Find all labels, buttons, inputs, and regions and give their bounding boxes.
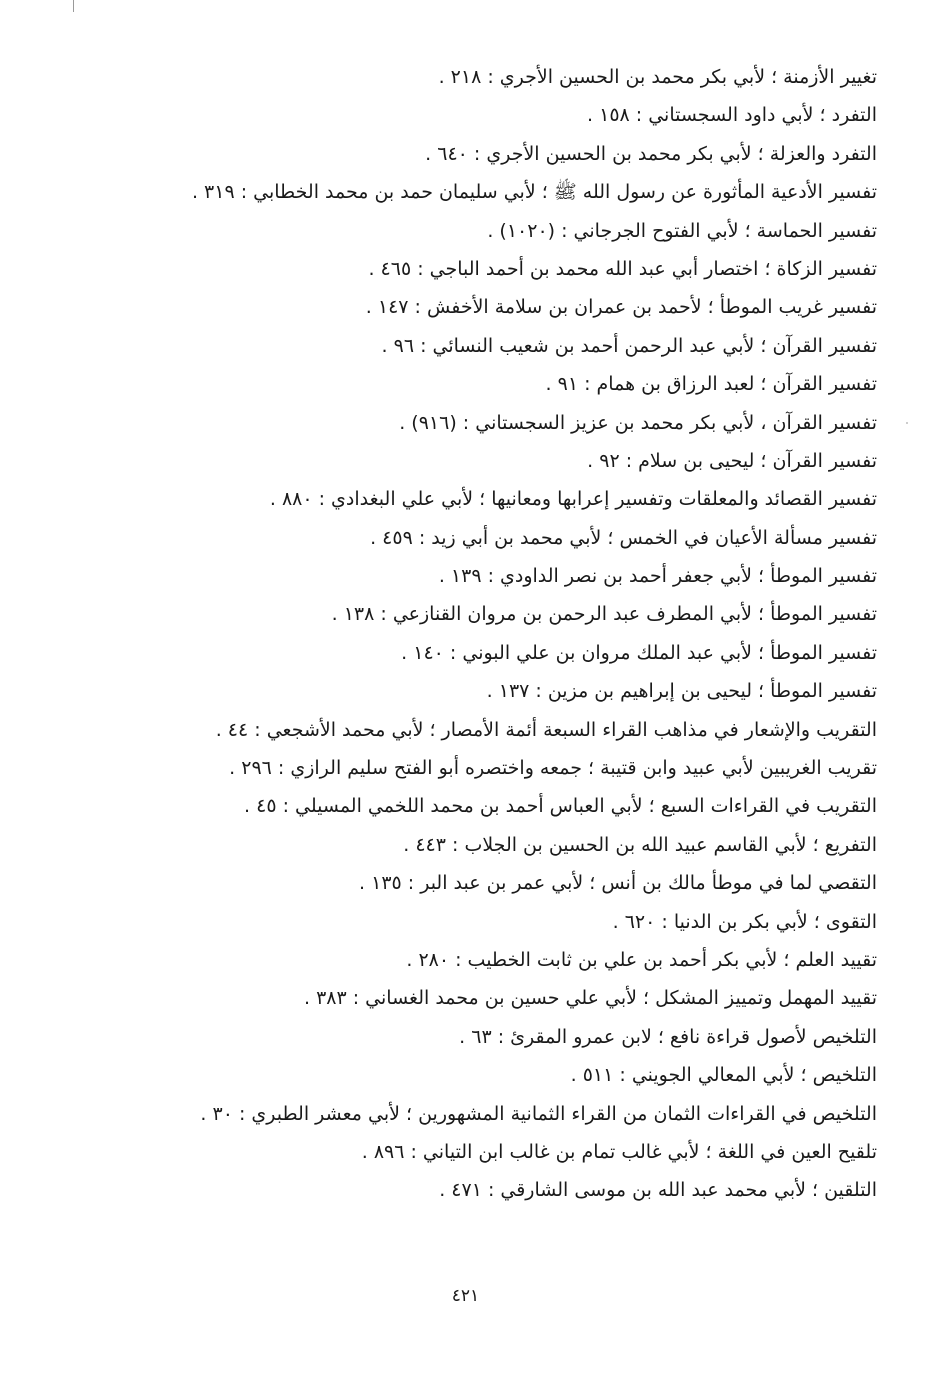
index-entry: التقوى ؛ لأبي بكر بن الدنيا : ٦٢٠ .: [612, 910, 877, 933]
index-entry: تفسير الموطأ ؛ لأبي المطرف عبد الرحمن بن مروان القنازعي : ١٣٨ .: [331, 603, 877, 626]
index-entry: تفسير مسألة الأعيان في الخمس ؛ لأبي محمد بن أبي زيد : ٤٥٩ .: [370, 526, 877, 549]
index-entries-list: [14, 58, 877, 1210]
index-entry: تفسير غريب الموطأ ؛ لأحمد بن عمران بن سلامة الأخفش : ١٤٧ .: [365, 296, 877, 319]
index-entry: التقريب في القراءات السبع ؛ لأبي العباس أحمد بن محمد اللخمي المسيلي : ٤٥ .: [244, 795, 877, 818]
index-entry: التلخيص لأصول قراءة نافع ؛ لابن عمرو المقرئ : ٦٣ .: [459, 1025, 877, 1048]
scan-speck: [906, 422, 908, 424]
index-entry: تلقيح العين في اللغة ؛ لأبي غالب تمام بن غالب ابن التياني : ٨٩٦ .: [361, 1140, 877, 1163]
page-number: ٤٢١: [451, 1286, 480, 1306]
index-entry: تفسير الزكاة ؛ اختصار أبي عبد الله محمد بن أحمد الباجي : ٤٦٥ .: [368, 257, 877, 280]
index-entry: تفسير القرآن ؛ لعبد الرزاق بن همام : ٩١ .: [545, 373, 877, 396]
index-entry: التفرد والعزلة ؛ لأبي بكر محمد بن الحسين الأجري : ٦٤٠ .: [425, 142, 877, 165]
index-entry: التفريع ؛ لأبي القاسم عبيد الله بن الحسين بن الجلاب : ٤٤٣ .: [403, 833, 877, 856]
index-entry: تفسير الموطأ ؛ لأبي جعفر أحمد بن نصر الداودي : ١٣٩ .: [438, 565, 877, 588]
index-entry: التقصي لما في موطأ مالك بن أنس ؛ لأبي عمر بن عبد البر : ١٣٥ .: [359, 872, 877, 895]
index-entry: تفسير الموطأ ؛ لأبي عبد الملك مروان بن علي البوني : ١٤٠ .: [401, 641, 877, 664]
index-entry: التقريب والإشعار في مذاهب القراء السبعة أئمة الأمصار ؛ لأبي محمد الأشجعي : ٤٤ .: [215, 718, 877, 741]
index-entry: تقييد المهمل وتمييز المشكل ؛ لأبي علي حسين بن محمد الغساني : ٣٨٣ .: [303, 987, 877, 1010]
index-entry: التفرد ؛ لأبي داود السجستاني : ١٥٨ .: [587, 104, 877, 127]
index-entry: التلخيص ؛ لأبي المعالي الجويني : ٥١١ .: [570, 1064, 877, 1087]
index-entry: تفسير الحماسة ؛ لأبي الفتوح الجرجاني : (١٠٢٠) .: [487, 219, 877, 242]
index-entry: تفسير القرآن ؛ ليحيى بن سلام : ٩٢ .: [587, 449, 877, 472]
index-entry: تفسير القرآن ؛ لأبي عبد الرحمن أحمد بن شعيب النسائي : ٩٦ .: [381, 334, 877, 357]
index-entry: تقييد العلم ؛ لأبي بكر أحمد بن علي بن ثابت الخطيب : ٢٨٠ .: [406, 948, 877, 971]
index-entry: تغيير الأزمنة ؛ لأبي بكر محمد بن الحسين الأجري : ٢١٨ .: [438, 66, 877, 88]
index-entry: تفسير الموطأ ؛ ليحيى بن إبراهيم بن مزين : ١٣٧ .: [486, 680, 877, 703]
index-entry: تفسير الأدعية المأثورة عن رسول الله ﷺ ؛ لأبي سليمان حمد بن محمد الخطابي : ٣١٩ .: [191, 181, 877, 204]
index-entry: التلقين ؛ لأبي محمد عبد الله بن موسى الشارقي : ٤٧١ .: [439, 1179, 877, 1202]
index-entry: تقريب الغريبين لأبي عبيد وابن قتيبة ؛ جمعه واختصره أبو الفتح سليم الرازي : ٢٩٦ .: [229, 757, 877, 780]
scan-mark: [73, 0, 74, 12]
index-entry: تفسير القرآن ، لأبي بكر محمد بن عزيز السجستاني : (٩١٦) .: [399, 411, 877, 434]
index-entry: التلخيص في القراءات الثمان من القراء الثمانية المشهورين ؛ لأبي معشر الطبري : ٣٠ .: [200, 1102, 877, 1125]
index-entry: تفسير القصائد والمعلقات وتفسير إعرابها ومعانيها ؛ لأبي علي البغدادي : ٨٨٠ .: [269, 488, 877, 511]
